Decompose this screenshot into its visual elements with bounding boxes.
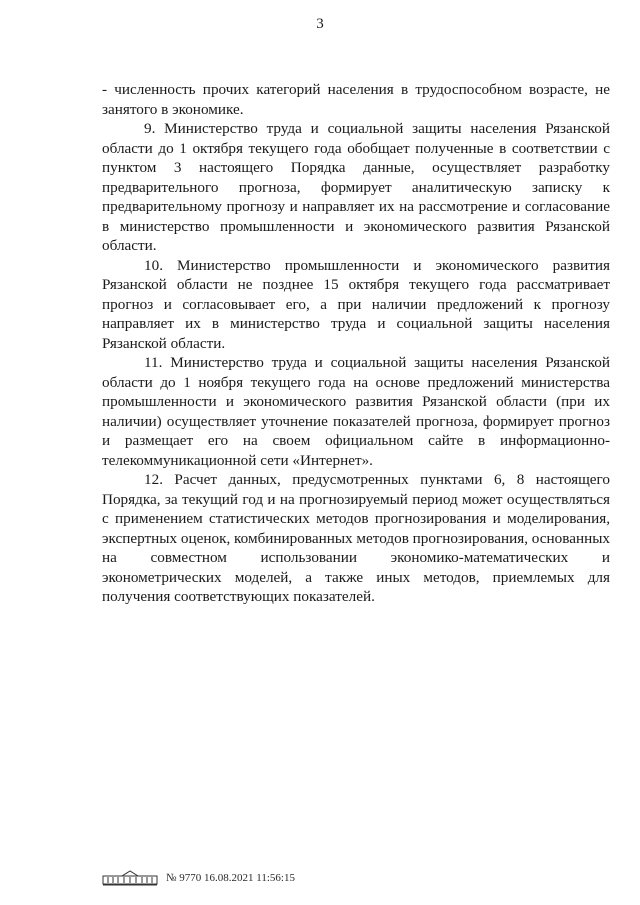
paragraph-12: 12. Расчет данных, предусмотренных пунктами 6, 8 настоящего Порядка, за текущий год и на прогнозируемый период может осуществляться с применением статистических методов прогнозирования и моделирования, экспертных оценок, комбинированных методов прогнозирования, основанных на совместном использовании экономико-математических и эконометрических моделей, а также иных методов, приемлемых для получения соответствующих показателей. [102,471,610,605]
document-stamp: № 9770 16.08.2021 11:56:15 [166,872,295,884]
government-building-icon [102,870,158,886]
page-number: 3 [316,16,324,32]
document-body [102,80,610,607]
paragraph-10: 10. Министерство промышленности и экономического развития Рязанской области не позднее 15 октября текущего года рассматривает прогноз и согласовывает его, а при наличии предложений к прогнозу направляет их в министерство труда и социальной защиты населения Рязанской области. [102,256,610,352]
paragraph-11: 11. Министерство труда и социальной защиты населения Рязанской области до 1 ноября текущего года на основе предложений министерства промышленности и экономического развития Рязанской области (при их наличии) осуществляет уточнение показателей прогноза, формирует прогноз и размещает его на своем официальном сайте в информационно-телекоммуникационной сети «Интернет». [102,354,610,469]
paragraph-list-item: - численность прочих категорий населения в трудоспособном возрасте, не занятого в экономике. [102,81,610,118]
paragraph-9: 9. Министерство труда и социальной защиты населения Рязанской области до 1 октября текущего года обобщает полученные в соответствии с пунктом 3 настоящего Порядка данные, осуществляет разработку предварительного прогноза, формирует аналитическую записку к предварительному прогнозу и направляет их на рассмотрение и согласование в министерство промышленности и экономического развития Рязанской области. [102,120,610,254]
footer-stamp [102,870,295,886]
